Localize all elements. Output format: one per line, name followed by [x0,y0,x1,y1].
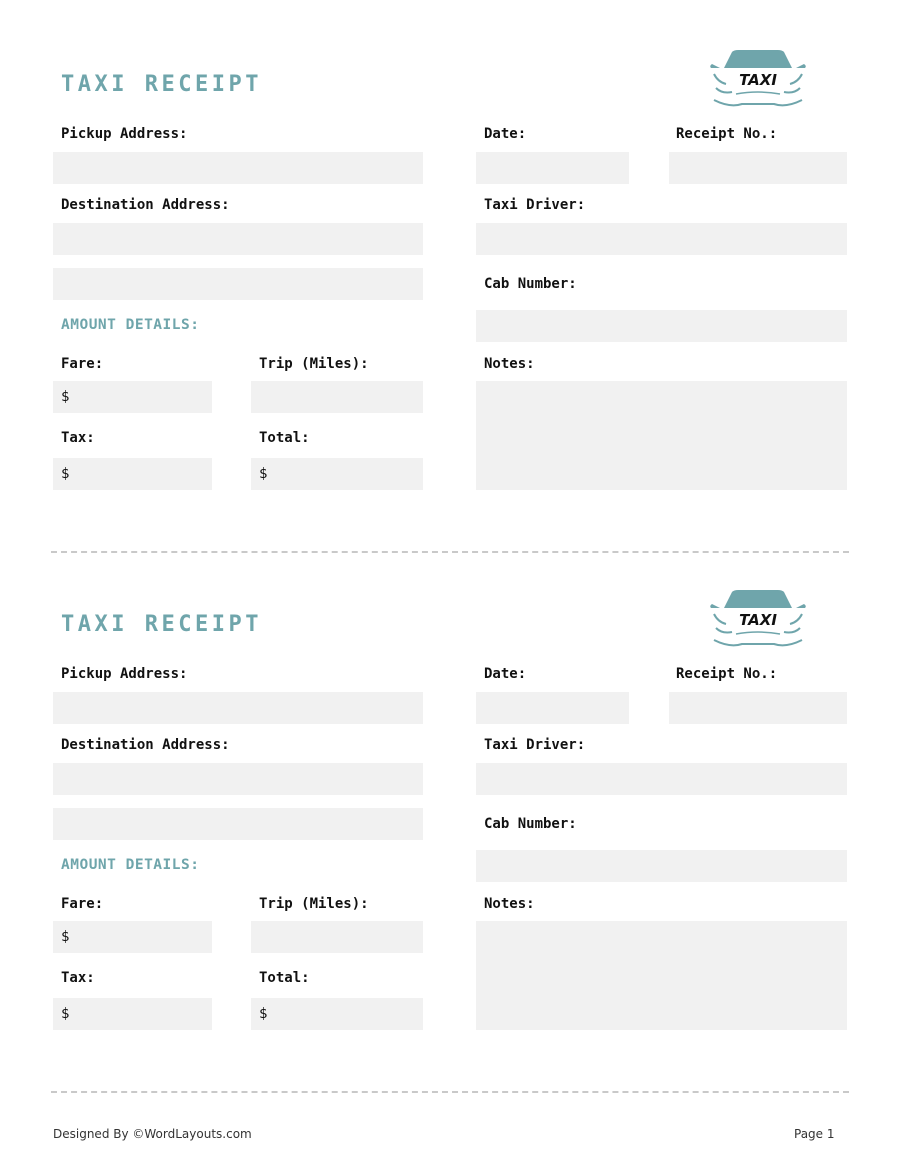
amount-details-heading: AMOUNT DETAILS: [61,317,200,333]
cab-number-label: Cab Number: [484,816,577,832]
currency-prefix: $ [61,929,70,945]
date-field[interactable] [476,692,629,724]
currency-prefix: $ [61,1006,70,1022]
pickup-address-field[interactable] [53,152,423,184]
fare-label: Fare: [61,356,104,372]
taxi-driver-label: Taxi Driver: [484,737,586,753]
svg-text:TAXI: TAXI [739,611,777,629]
tax-label: Tax: [61,970,95,986]
svg-text:TAXI: TAXI [739,71,777,89]
destination-address-field-1[interactable] [53,223,423,255]
taxi-car-icon [706,48,810,110]
receipt-2 [0,540,900,1080]
amount-details-heading: AMOUNT DETAILS: [61,857,200,873]
date-label: Date: [484,126,527,142]
tax-field[interactable] [53,458,212,490]
currency-prefix: $ [61,389,70,405]
trip-miles-field[interactable] [251,921,423,953]
total-label: Total: [259,430,310,446]
receipt-1 [0,0,900,540]
date-label: Date: [484,666,527,682]
total-field[interactable] [251,458,423,490]
destination-address-label: Destination Address: [61,737,230,753]
receipt-no-field[interactable] [669,152,847,184]
notes-field[interactable] [476,381,847,490]
trip-miles-label: Trip (Miles): [259,896,369,912]
page-number: Page 1 [794,1127,835,1141]
receipt-no-label: Receipt No.: [676,126,778,142]
pickup-address-label: Pickup Address: [61,126,188,142]
cab-number-field[interactable] [476,310,847,342]
pickup-address-field[interactable] [53,692,423,724]
tax-field[interactable] [53,998,212,1030]
tax-label: Tax: [61,430,95,446]
taxi-car-icon [706,588,810,650]
notes-label: Notes: [484,896,535,912]
trip-miles-field[interactable] [251,381,423,413]
currency-prefix: $ [259,466,268,482]
total-field[interactable] [251,998,423,1030]
destination-address-field-2[interactable] [53,808,423,840]
cab-number-label: Cab Number: [484,276,577,292]
total-label: Total: [259,970,310,986]
fare-label: Fare: [61,896,104,912]
notes-label: Notes: [484,356,535,372]
currency-prefix: $ [259,1006,268,1022]
destination-address-field-2[interactable] [53,268,423,300]
currency-prefix: $ [61,466,70,482]
fare-field[interactable] [53,921,212,953]
notes-field[interactable] [476,921,847,1030]
trip-miles-label: Trip (Miles): [259,356,369,372]
destination-address-label: Destination Address: [61,197,230,213]
taxi-driver-label: Taxi Driver: [484,197,586,213]
taxi-driver-field[interactable] [476,763,847,795]
receipt-no-field[interactable] [669,692,847,724]
cut-line-divider [51,1091,849,1093]
fare-field[interactable] [53,381,212,413]
receipt-no-label: Receipt No.: [676,666,778,682]
destination-address-field-1[interactable] [53,763,423,795]
taxi-driver-field[interactable] [476,223,847,255]
date-field[interactable] [476,152,629,184]
cab-number-field[interactable] [476,850,847,882]
receipt-title: TAXI RECEIPT [61,72,262,97]
footer-credit: Designed By ©WordLayouts.com [53,1127,252,1141]
receipt-title: TAXI RECEIPT [61,612,262,637]
pickup-address-label: Pickup Address: [61,666,188,682]
